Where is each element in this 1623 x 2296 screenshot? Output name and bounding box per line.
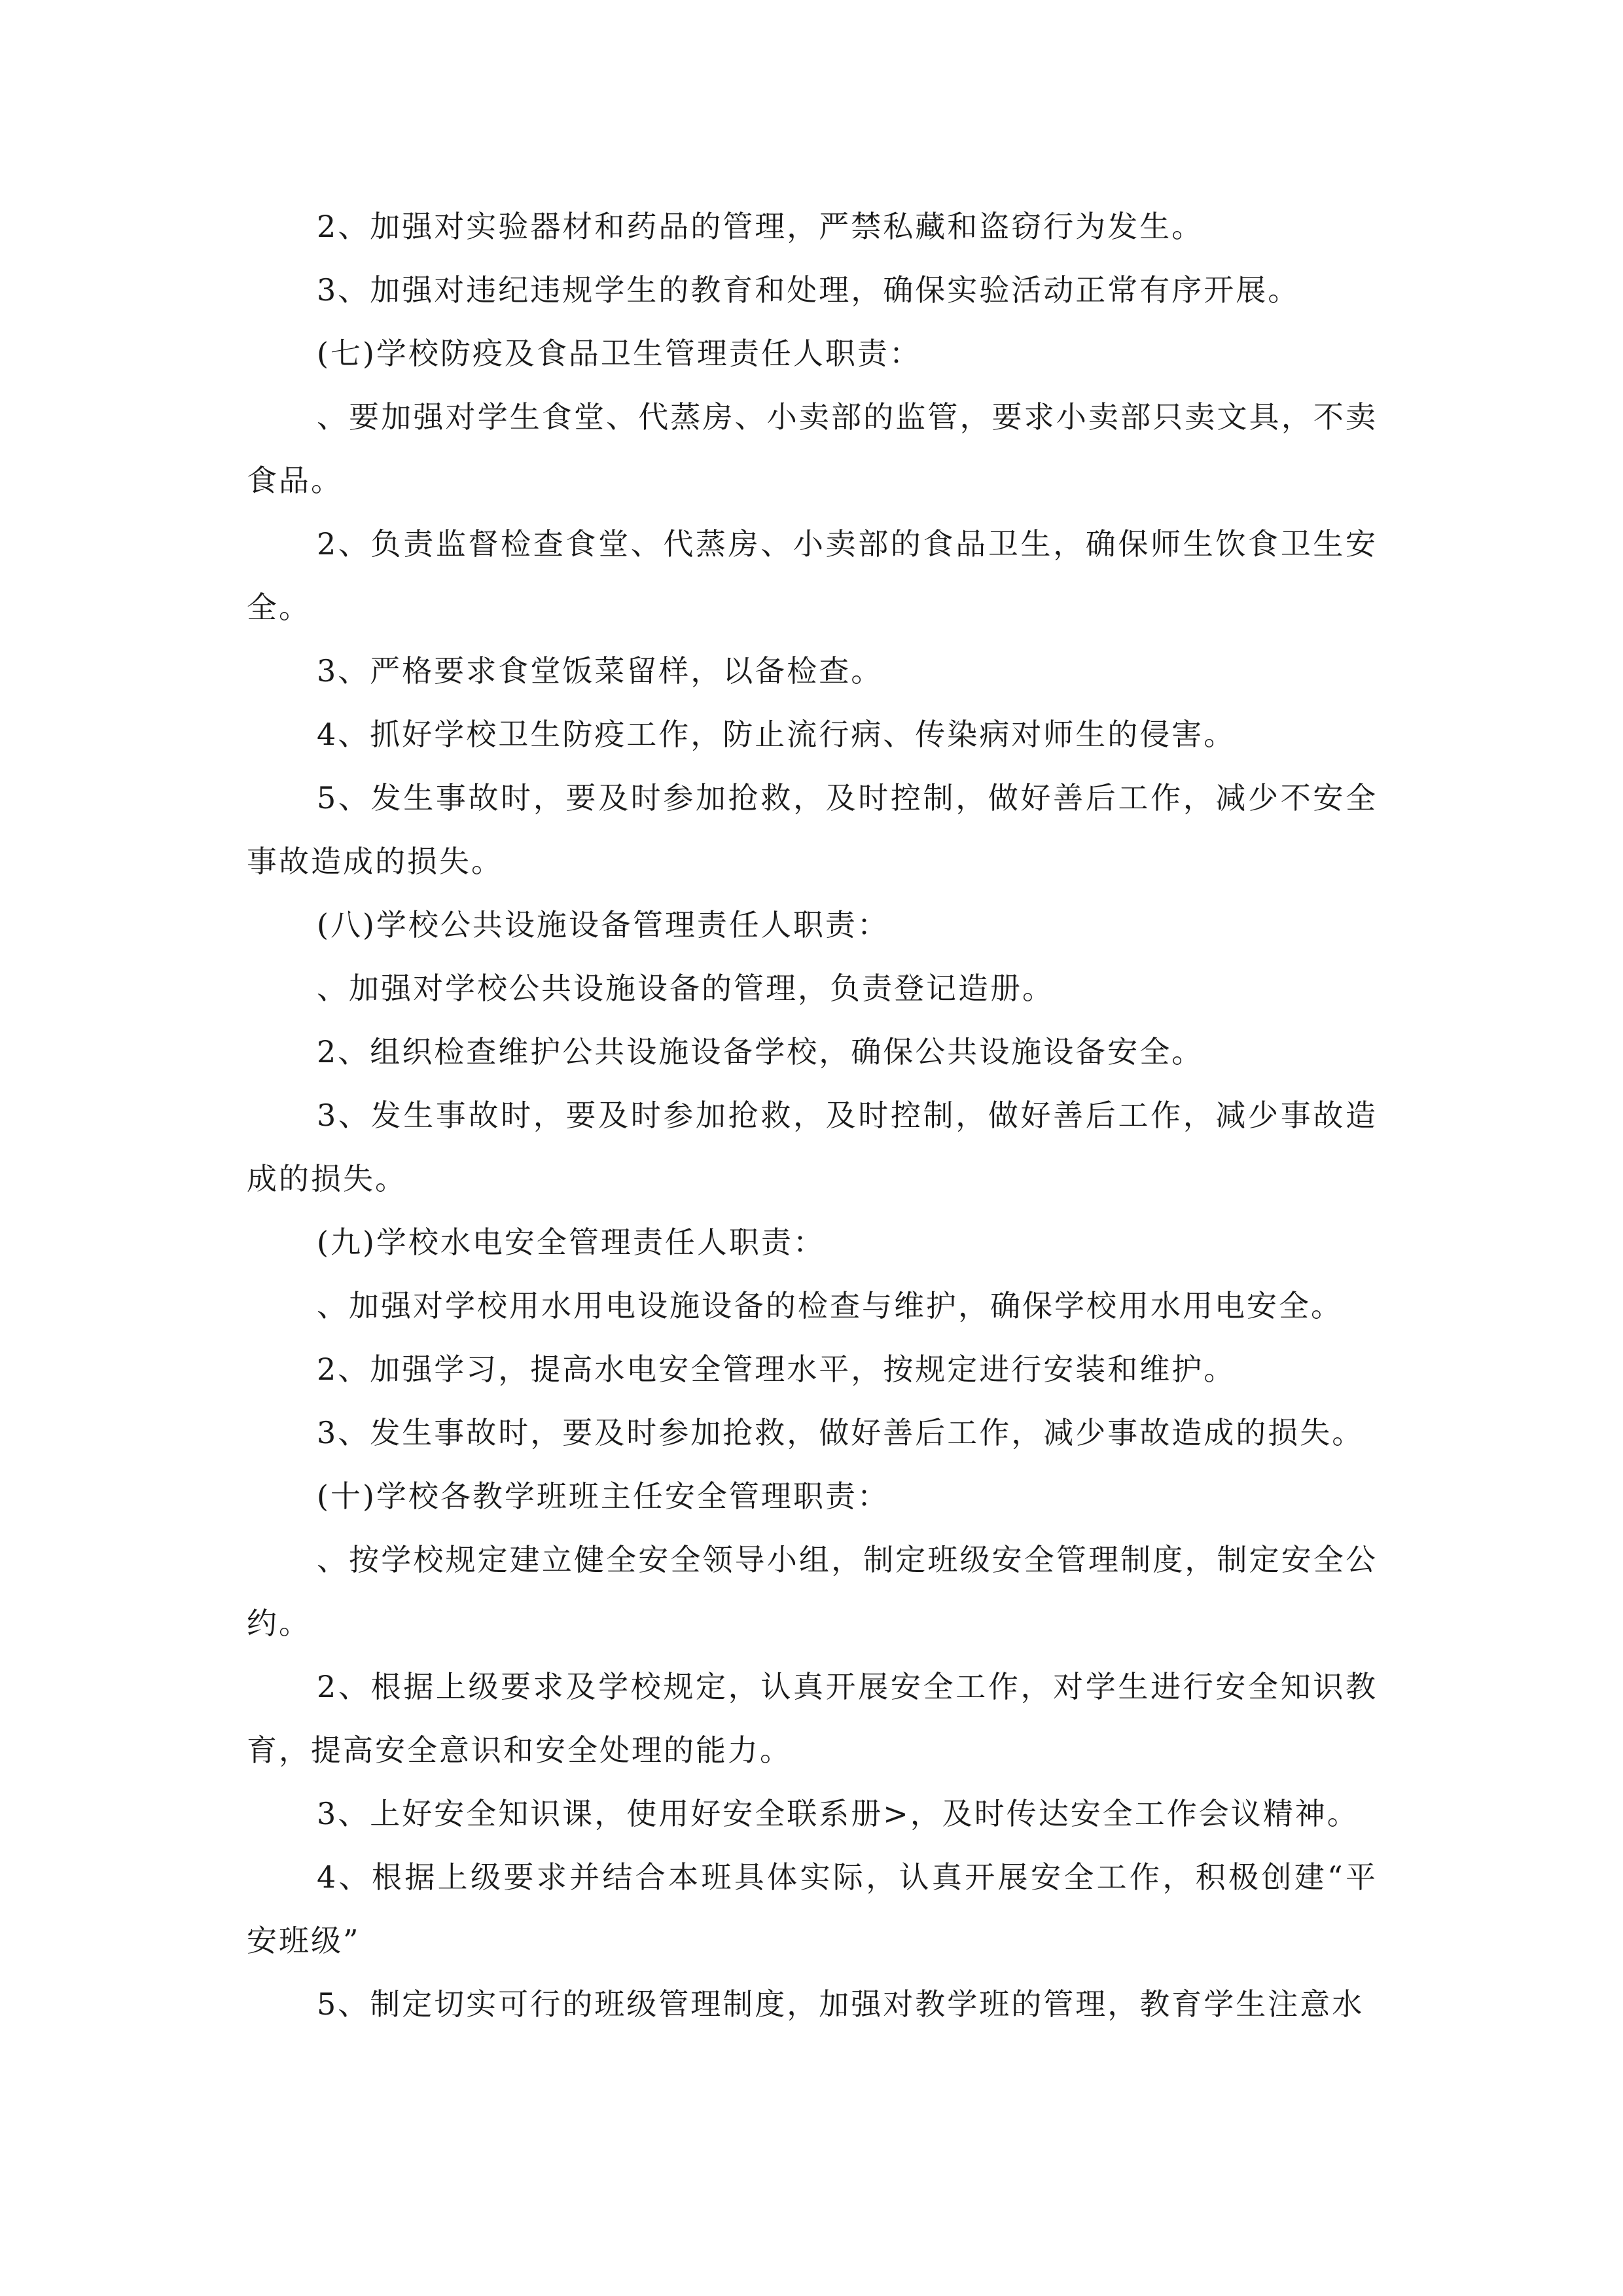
paragraph: 2、组织检查维护公共设施设备学校，确保公共设施设备安全。 (317, 1034, 1204, 1069)
paragraph: 、加强对学校用水用电设施设备的检查与维护，确保学校用水用电安全。 (317, 1288, 1343, 1323)
paragraph: 3、上好安全知识课，使用好安全联系册>，及时传达安全工作会议精神。 (317, 1796, 1359, 1831)
paragraph: 2、加强学习，提高水电安全管理水平，按规定进行安装和维护。 (317, 1352, 1236, 1387)
section-heading: (十)学校各教学班班主任安全管理职责： (317, 1479, 889, 1514)
paragraph: 3、严格要求食堂饭菜留样，以备检查。 (317, 653, 883, 689)
paragraph: 4、根据上级要求并结合本班具体实际，认真开展安全工作，积极创建“平安班级” (247, 1859, 1378, 1958)
paragraph: 、按学校规定建立健全安全领导小组，制定班级安全管理制度，制定安全公约。 (247, 1542, 1378, 1641)
section-heading: (九)学校水电安全管理责任人职责： (317, 1225, 825, 1260)
paragraph: 、加强对学校公共设施设备的管理，负责登记造册。 (317, 971, 1054, 1006)
paragraph: 2、加强对实验器材和药品的管理，严禁私藏和盗窃行为发生。 (317, 209, 1204, 244)
paragraph: 2、负责监督检查食堂、代蒸房、小卖部的食品卫生，确保师生饮食卫生安全。 (247, 526, 1378, 625)
section-heading: (八)学校公共设施设备管理责任人职责： (317, 907, 889, 942)
paragraph: 3、发生事故时，要及时参加抢救，及时控制，做好善后工作，减少事故造成的损失。 (247, 1098, 1378, 1196)
paragraph: 5、制定切实可行的班级管理制度，加强对教学班的管理，教育学生注意水 (317, 1986, 1364, 2022)
paragraph: 4、抓好学校卫生防疫工作，防止流行病、传染病对师生的侵害。 (317, 717, 1236, 752)
paragraph: 、要加强对学生食堂、代蒸房、小卖部的监管，要求小卖部只卖文具，不卖食品。 (247, 399, 1378, 498)
paragraph: 2、根据上级要求及学校规定，认真开展安全工作，对学生进行安全知识教育，提高安全意识和安全处理的能力。 (247, 1669, 1378, 1768)
paragraph: 5、发生事故时，要及时参加抢救，及时控制，做好善后工作，减少不安全事故造成的损失。 (247, 780, 1378, 879)
paragraph: 3、加强对违纪违规学生的教育和处理，确保实验活动正常有序开展。 (317, 272, 1300, 308)
paragraph: 3、发生事故时，要及时参加抢救，做好善后工作，减少事故造成的损失。 (317, 1415, 1364, 1450)
document-body (247, 195, 1378, 2036)
section-heading: (七)学校防疫及食品卫生管理责任人职责： (317, 336, 921, 371)
